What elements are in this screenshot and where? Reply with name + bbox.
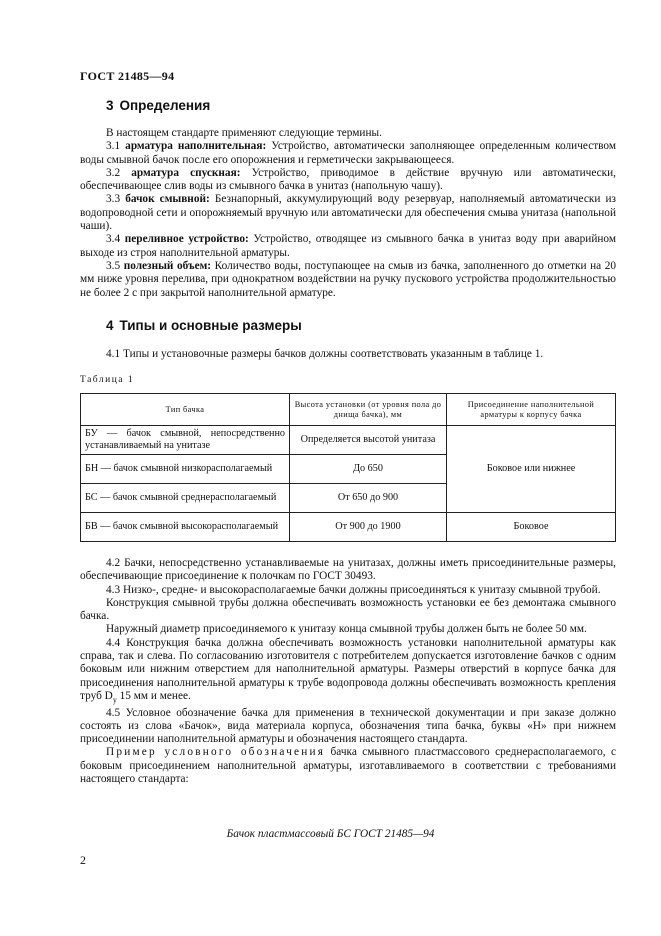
example-paragraph — [80, 746, 616, 786]
paragraph-4-4 — [80, 637, 616, 707]
paragraph-4-5: 4.5 Условное обозначение бачка для применения в технической документации и при заказе должно состоять из слова «Бачок», вида материала корпуса, обозначения типа бачка, буквы «Н» при нижнем присоединении наполнительной арматуры и обозначения настоящего стандарта. — [80, 706, 616, 746]
designation-example: Бачок пластмассовый БС ГОСТ 21485—94 — [226, 828, 435, 840]
section-3-intro: В настоящем стандарте применяют следующие термины. — [106, 127, 382, 139]
table-header-connection: Присоединение наполнительной арматуры к корпусу бачка — [447, 394, 616, 426]
definition-term: переливное устройство: — [124, 233, 249, 246]
definition-number: 3.5 — [106, 259, 121, 272]
definition-number: 3.1 — [106, 140, 121, 153]
definition-3-3 — [80, 193, 616, 233]
definition-number: 3.3 — [106, 193, 121, 206]
table-cell-height: От 650 до 900 — [290, 484, 447, 513]
document-header: ГОСТ 21485—94 — [80, 69, 175, 83]
table-1-caption: Таблица 1 — [80, 375, 135, 385]
definition-3-4 — [80, 233, 616, 260]
table-cell-type: БН — бачок смывной низкорасполагаемый — [81, 455, 290, 484]
definition-text: Количество воды, поступающее на смыв из бачка, заполненного до отметки на 20 мм ниже уровня перелива, при однократном воздействии на ручку пускового устройства продолжительностью не более 2 с при закрытой наполнительной арматуре. — [80, 259, 617, 299]
table-cell-type: БС — бачок смывной среднерасполагаемый — [81, 484, 290, 513]
example-lead: Пример условного обозначения — [106, 746, 326, 759]
definition-text: Устройство, приводимое в действие вручную или автоматически, обеспечивающее слив воды из смывного бачка в унитаз (напольную чашу). — [80, 166, 617, 193]
definition-3-2 — [80, 167, 616, 194]
table-row — [81, 513, 616, 542]
definition-text: Устройство, автоматически заполняющее определенным количеством воды смывной бачок после его опорожнения и герметически закрывающееся. — [80, 140, 616, 166]
paragraph-4-1-text: 4.1 Типы и установочные размеры бачков должны соответствовать указанным в таблице 1. — [106, 348, 544, 360]
table-header-type: Тип бачка — [81, 394, 290, 426]
definition-3-5 — [80, 260, 616, 300]
definition-term: арматура спускная: — [131, 166, 241, 179]
table-cell-connection: Боковое или нижнее — [447, 426, 616, 513]
page-number: 2 — [80, 853, 86, 867]
table-cell-height: До 650 — [290, 455, 447, 484]
table-header-height: Высота установки (от уровня пола до днища бачка), мм — [290, 394, 447, 426]
section-4-number: 4 — [106, 318, 114, 333]
definition-number: 3.4 — [106, 233, 121, 246]
definition-3-1 — [80, 140, 616, 167]
section-4-body — [80, 557, 616, 786]
definition-number: 3.2 — [106, 166, 121, 179]
table-cell-height: От 900 до 1900 — [290, 513, 447, 542]
table-header-row — [81, 394, 616, 426]
table-cell-height: Определяется высотой унитаза — [290, 426, 447, 455]
paragraph-4-4-tail: 15 мм и менее. — [116, 689, 191, 702]
section-3-number: 3 — [106, 98, 114, 113]
table-cell-type: БУ — бачок смывной, непосредственно устанавливаемый на унитазе — [81, 426, 290, 455]
definition-term: полезный объем: — [123, 259, 212, 272]
subscript: у — [112, 695, 117, 705]
paragraph-4-3-c: Наружный диаметр присоединяемого к унитазу конца смывной трубы должен быть не более 50 мм. — [106, 623, 587, 636]
paragraph-4-3: 4.3 Низко-, средне- и высокорасполагаемые бачки должны присоединяться к унитазу смывной трубой. — [106, 583, 601, 596]
section-3-heading — [106, 98, 210, 113]
table-cell-type: БВ — бачок смывной высокорасполагаемый — [81, 513, 290, 542]
table-row — [81, 426, 616, 455]
example-text: бачка смывного пластмассового среднерасполагаемого, с боковым присоединением наполнительной арматуры, изготавливаемого в соответствии с требованиями настоящего стандарта: — [80, 746, 616, 785]
paragraph-4-2: 4.2 Бачки, непосредственно устанавливаемые на унитазах, должны иметь присоединительные размеры, обеспечивающие присоединение к полочкам по ГОСТ 30493. — [80, 557, 616, 583]
paragraph-4-4-text: 4.4 Конструкция бачка должна обеспечивать возможность установки наполнительной арматуры как справа, так и слева. По согласованию изготовителя с потребителем допускается изготовление бачков с одним боковым или нижним отверстием для наполнительной арматуры. Размеры отверстий в корпусе бачка для присоединения наполнительной арматуры к трубе водопровода должны обеспечивать возможность крепления труб D — [80, 636, 616, 702]
definition-text: Безнапорный, аккумулирующий воду резервуар, наполняемый автоматически из водопроводной сети и опорожняемый вручную или автоматически для обеспечения смыва унитаза (напольной чаши). — [80, 193, 616, 233]
definition-text: Устройство, отводящее из смывного бачка в унитаз воду при аварийном выходе из строя наполнительной арматуры. — [80, 233, 617, 259]
paragraph-4-1 — [80, 348, 616, 361]
paragraph-4-3-b: Конструкция смывной трубы должна обеспечивать возможность установки ее без демонтажа смывного бачка. — [80, 596, 616, 623]
table-1 — [80, 393, 616, 542]
section-3-title: Определения — [119, 98, 211, 113]
definition-term: арматура наполнительная: — [125, 140, 267, 153]
section-4-title: Типы и основные размеры — [119, 318, 302, 333]
section-3-body — [80, 127, 616, 300]
table-cell-connection: Боковое — [447, 513, 616, 542]
section-4-heading — [106, 318, 302, 333]
definition-term: бачок смывной: — [125, 193, 210, 206]
